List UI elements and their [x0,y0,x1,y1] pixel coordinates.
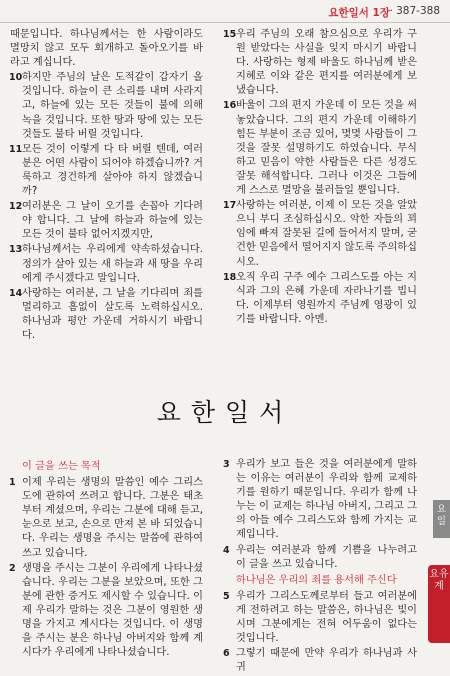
verse-text: 우리는 여러분과 함께 기쁨을 나누려고 이 글을 쓰고 있습니다. [236,544,417,570]
bottom-left-column [10,458,203,661]
verse-text: 때문입니다. 하나님께서는 한 사람이라도 멸망치 않고 모두 회개하고 돌아오기를 바라고 계십니다. [10,29,203,69]
verse-number: 4 [223,544,230,556]
verse-text: 우리 주님의 오래 참으심으로 우리가 구원 받았다는 사실을 잊지 마시기 바랍니다. 사랑하는 형제 바울도 하나님께 받은 지혜로 이와 같은 편지를 여러분에게 보냈습니다. [236,29,417,97]
verse-number: 12 [9,201,23,213]
running-header [0,0,450,23]
verse-number: 17 [223,200,237,212]
bottom-right-column [224,458,417,676]
verse [224,199,417,269]
verse-text: 우리가 그리스도께로부터 들고 여러분에게 전하려고 하는 말씀은, 하나님은 빛이시며 그분에게는 전혀 어두움이 없다는 것입니다. [236,590,417,645]
verse [10,287,203,343]
verse-text: 오직 우리 구주 예수 그리스도를 아는 지식과 그의 은혜 가운데 자라나기를 빕니다. 이제부터 영원까지 주님께 영광이 있기를 바랍니다. 아멘. [236,271,417,325]
verse-text: 하지만 주님의 날은 도적같이 갑자기 올 것입니다. 하늘이 큰 소리를 내며 사라지고, 하늘에 있는 모든 것들이 불에 의해 녹을 것입니다. 또한 땅과 땅에 있는 모든 것들도 불타 버릴 것입니다. [22,72,203,140]
verse-number: 3 [223,459,230,470]
verse [10,143,203,199]
verse [10,562,203,661]
verse [10,71,203,141]
section-heading-forgiveness: 하나님은 우리의 죄를 용서해 주신다 [236,574,397,586]
running-head: 요한일서 1장 [328,7,390,19]
verse-text: 사랑하는 여러분, 이제 이 모든 것을 알았으니 부디 조심하십시오. 악한 자들의 꾀임에 빠져 잘못된 길에 들어서지 말며, 굳건한 믿음에서 떨어지지 않도록 주의하십시오. [236,200,417,268]
verse-number: 16 [223,100,237,112]
verse-number: 18 [223,271,237,283]
book-thumb-label: 요일 [436,504,447,527]
verse-text: 생명을 주시는 그분이 우리에게 나타나셨습니다. 우리는 그분을 보았으며, 또한 그분에 관한 증거도 제시할 수 있습니다. 이제 우리가 말하는 것은 그분이 영원한 생명을 가지고 계시다는 것입니다. 이 생명을 주시는 분은 하나님 아버지와 함께 계시다가 우리에게 나타나셨습니다. [22,562,203,659]
verse-number: 6 [223,648,230,660]
book-thumb-tab[interactable] [433,500,450,538]
verse [224,99,417,198]
verse-text: 바울이 그의 편지 가운데 이 모든 것을 써 놓았습니다. 그의 편지 가운데 이해하기 힘든 부분이 조금 있어, 몇몇 사람들이 그것을 잘못 설명하기도 하였습니다. 무식하고 믿음이 약한 사람들은 다른 성경도 잘못 해석합니다. 그러나 이것은 그들에게 스스로 멸망을 불러들일 뿐입니다. [236,100,417,197]
section-heading-purpose: 이 글을 쓰는 목적 [22,461,101,472]
verse-text: 이제 우리는 생명의 말씀인 예수 그리스도에 관하여 쓰려고 합니다. 그분은 태초부터 계셨으며, 우리는 그분에 대해 듣고, 눈으로 보고, 손으로 만져 본 바 되었습니다. 우리는 생명을 주시는 말씀에 관하여 쓰고 있습니다. [22,477,203,559]
top-right-column [224,28,417,328]
verse [10,476,203,561]
book-title: 요한일서 [156,398,294,427]
verse-text: 하나님께서는 우리에게 약속하셨습니다. 정의가 살아 있는 새 하늘과 새 땅을 우리에게 주시겠다고 말입니다. [22,244,203,284]
verse [10,243,203,285]
verse-number: 1 [9,477,16,489]
verse-number: 10 [9,72,23,84]
top-left-column [10,28,203,344]
page-range: · 387-388 [389,5,440,17]
verse-number: 15 [223,29,237,40]
verse [224,28,417,98]
verse [224,647,417,675]
verse [224,458,417,543]
verse [10,28,203,70]
section-thumb-label: 요유계 [429,569,449,592]
verse [224,544,417,572]
verse-text: 그렇기 때문에 만약 우리가 하나님과 사귀 [236,648,417,674]
verse-number: 5 [223,590,230,602]
verse [224,590,417,646]
verse-number: 11 [9,143,23,155]
verse-number: 14 [9,287,23,299]
verse-text: 우리가 보고 들은 것을 여러분에게 말하는 이유는 여러분이 우리와 함께 교제하기를 원하기 때문입니다. 우리가 함께 나누는 이 교제는 하나님 아버지, 그리고 그의 아들 예수 그리스도와 함께 가지는 교제입니다. [236,459,417,541]
verse [224,271,417,327]
verse-number: 2 [9,562,16,574]
verse-number: 13 [9,244,23,256]
verse-text: 모든 것이 이렇게 다 타 버릴 텐데, 여러분은 어떤 사람이 되어야 하겠습니까? 거룩하고 경건하게 살아야 하지 않겠습니까? [22,143,203,198]
verse [10,200,203,242]
section-thumb-tab[interactable] [428,565,450,643]
verse-text: 여러분은 그 날이 오기를 손꼽아 기다려야 합니다. 그 날에 하늘과 하늘에 있는 모든 것이 불타 없어지겠지만, [22,201,203,241]
verse-text: 사랑하는 여러분, 그 날을 기다리며 죄를 멀리하고 흠없이 살도록 노력하십시오. 하나님과 평안 가운데 거하시기 바랍니다. [22,287,203,341]
